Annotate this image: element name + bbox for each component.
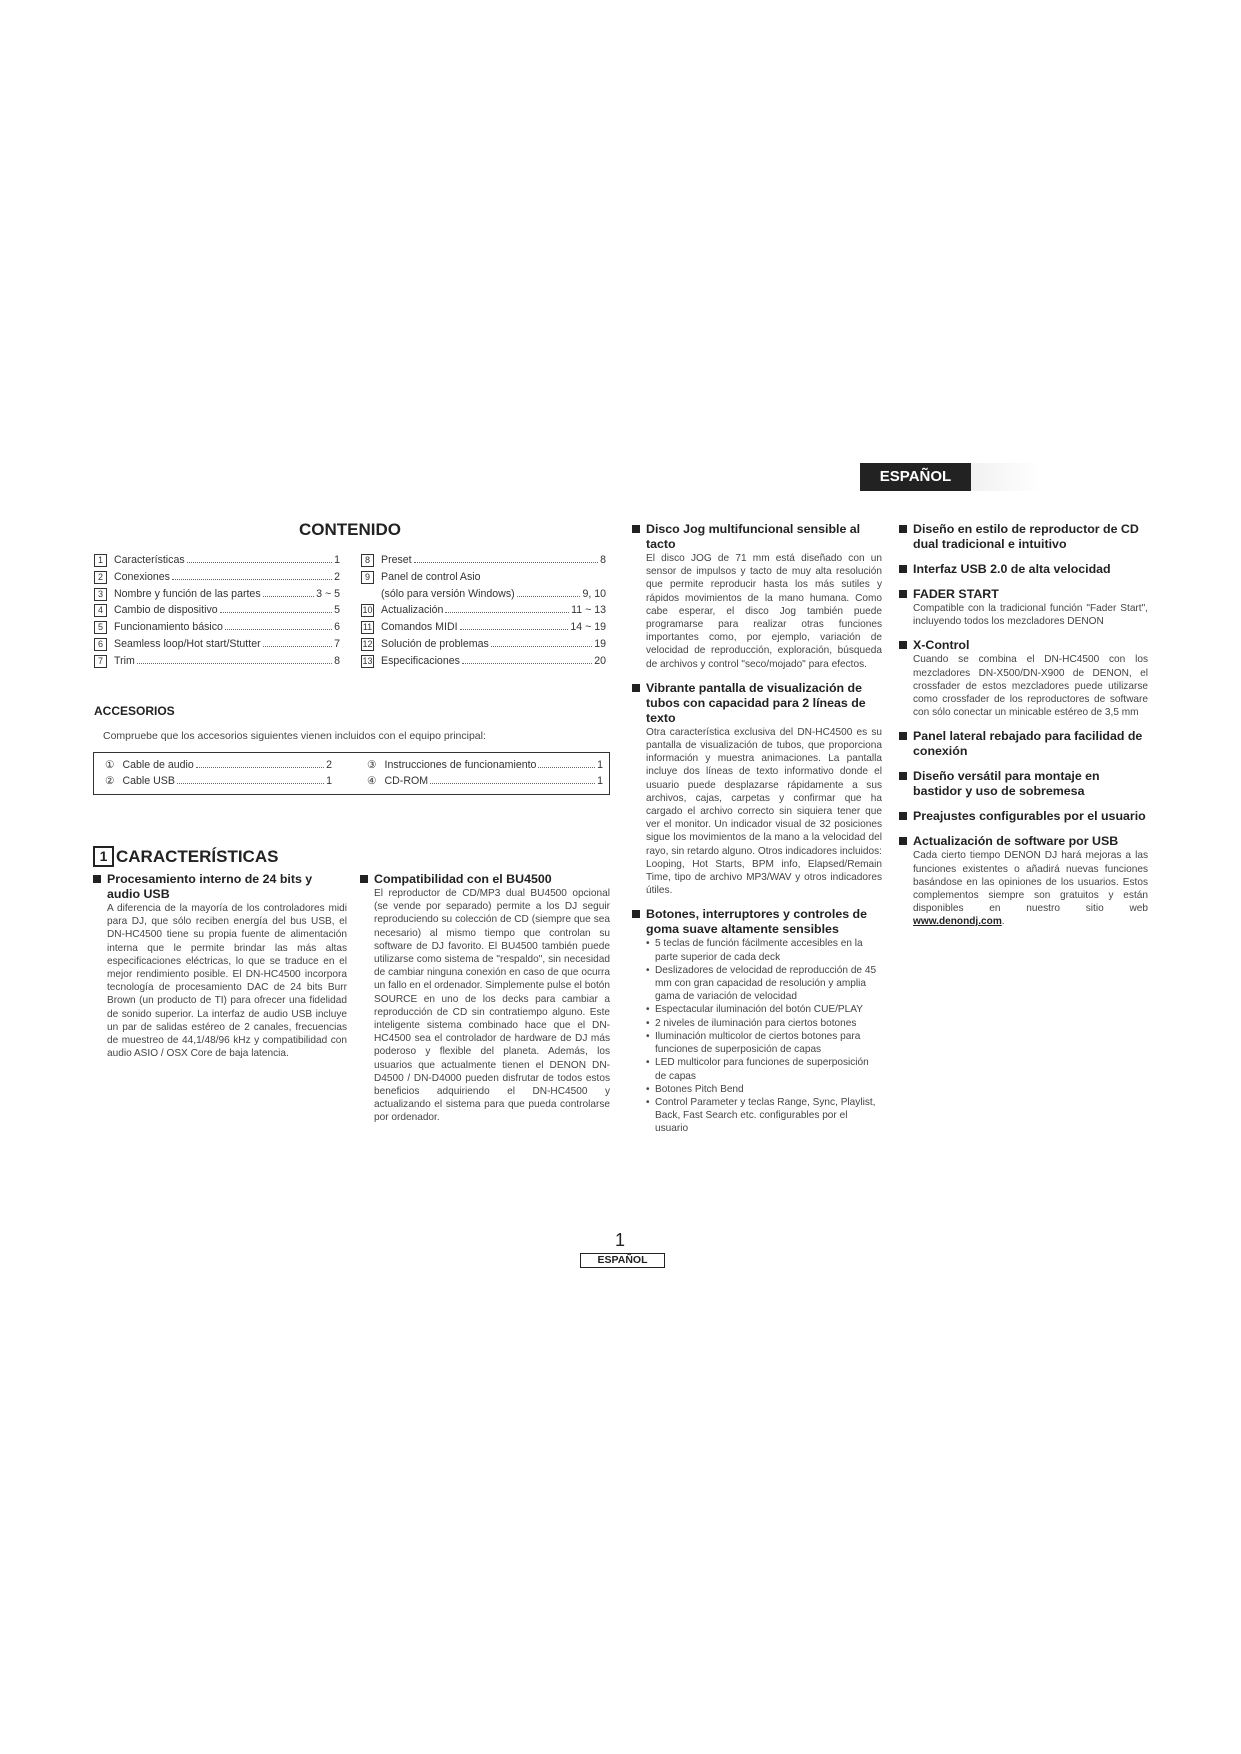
feature-text: Compatible con la tradicional función "Fader Start", incluyendo todos los mezcladores DENON — [913, 603, 1148, 628]
toc-title: CONTENIDO — [299, 520, 401, 539]
accessory-item: ② Cable USB 1 — [105, 775, 332, 787]
feature-heading: Botones, interruptores y controles de goma suave altamente sensibles — [632, 907, 882, 937]
column-3 — [632, 522, 882, 1136]
feature-text: Cuando se combina el DN-HC4500 con los mezcladores DN-X500/DN-X900 de DENON, el crossfader de estos mezcladores puede utilizarse como crossfader de los reproductores de software con sólo conectar un minicable estéreo de 3,5 mm — [913, 654, 1148, 719]
feature-heading: FADER START — [899, 587, 1148, 602]
column-4 — [899, 522, 1148, 929]
website-link[interactable]: www.denondj.com — [913, 916, 1002, 928]
bullet-item: • Botones Pitch Bend — [646, 1083, 744, 1095]
toc-entry: 7 Trim 8 — [94, 655, 340, 672]
toc-entry: 8 Preset 8 — [361, 554, 606, 571]
feature-heading: Compatibilidad con el BU4500 — [360, 872, 610, 887]
section-title: 1 CARACTERÍSTICAS — [93, 846, 278, 867]
feature-heading: Procesamiento interno de 24 bits y audio USB — [93, 872, 347, 902]
feature-heading: Diseño versátil para montaje en bastidor y uso de sobremesa — [899, 769, 1148, 799]
toc-entry: 5 Funcionamiento básico 6 — [94, 621, 340, 638]
feature-heading: Preajustes configurables por el usuario — [899, 809, 1148, 824]
feature-text: A diferencia de la mayoría de los controladores midi para DJ, que sólo reciben energía del bus USB, el DN-HC4500 tiene su propia fuente de alimentación interna que le permite brindar las más altas especificaciones eléctricas, lo que se traduce en el mejor rendimiento posible. El DN-HC4500 incorpora tecnología de procesamiento DAC de 24 bits Burr Brown (un producto de TI) para ofrecer una fidelidad de sonido superior. La interfaz de audio USB incluye un par de salidas estéreo de 2 canales, frecuencias de muestreo de 44,1/48/96 kHz y compatibilidad con audio ASIO / OSX Core de baja latencia. — [107, 903, 347, 1060]
feature-text: El disco JOG de 71 mm está diseñado con un sensor de impulsos y tacto de muy alta resolución que permite reproducir hasta los más sutiles y rápidos movimientos de la mano humana. Como cabe esperar, el disco Jog también puede programarse para realizar otras funciones importantes como, por ejemplo, variación de velocidad de reproducción, exploración, búsqueda de archivos y control "seco/mojado" para efectos. — [646, 553, 882, 670]
toc-entry-continued: (sólo para versión Windows) 9, 10 — [381, 587, 606, 600]
toc-entry: 10 Actualización 11 ~ 13 — [362, 604, 606, 617]
toc-right — [361, 554, 606, 672]
language-tab: ESPAÑOL — [860, 463, 971, 491]
accessories-title: ACCESORIOS — [94, 704, 175, 718]
footer-language-label: ESPAÑOL — [580, 1253, 665, 1268]
language-tab-fade — [971, 463, 1041, 491]
bullet-item: • Deslizadores de velocidad de reproducción de 45 mm con gran capacidad de resolución y amplia gama de variación de velocidad — [646, 964, 877, 1003]
feature-bullet-list — [632, 937, 882, 1135]
accessory-item: ① Cable de audio 2 — [105, 759, 332, 771]
feature-text: Otra característica exclusiva del DN-HC4500 es su pantalla de visualización de tubos, que proporciona información y muestra animaciones. La pantalla incluye dos líneas de texto informativo donde el usuario puede desplazarse rápidamente a sus archivos, cajas, carpetas y confirmar que ha cargado el archivo correcto sin siquiera tener que ver el monitor. Un indicador visual de 32 posiciones sigue los movimientos de la mano a la velocidad del rayo, sin retardo alguno. Otros indicadores incluidos: Looping, Hot Starts, BPM info, Elapsed/Remain Time, tipo de archivo MP3/WAV y otros indicadores útiles. — [646, 726, 882, 897]
bullet-item: • 2 niveles de iluminación para ciertos botones — [646, 1017, 857, 1029]
accessory-item: ③ Instrucciones de funcionamiento 1 — [367, 759, 603, 771]
accessories-note: Compruebe que los accesorios siguientes vienen incluidos con el equipo principal: — [103, 730, 486, 742]
feature-heading: Interfaz USB 2.0 de alta velocidad — [899, 562, 1148, 577]
feature-heading: Actualización de software por USB — [899, 834, 1148, 849]
bullet-item: • LED multicolor para funciones de superposición de capas — [646, 1057, 869, 1082]
column-1 — [93, 872, 347, 1060]
page-number: 1 — [614, 1230, 625, 1250]
toc-entry: 11 Comandos MIDI 14 ~ 19 — [362, 621, 606, 634]
bullet-item: • Control Parameter y teclas Range, Sync, Playlist, Back, Fast Search etc. configurables por el usuario — [646, 1096, 876, 1135]
section-number: 1 — [93, 846, 114, 867]
toc-entry: 9 Panel de control Asio — [361, 571, 606, 588]
bullet-item: • 5 teclas de función fácilmente accesibles en la parte superior de cada deck — [646, 938, 863, 963]
bullet-item: • Espectacular iluminación del botón CUE/PLAY — [646, 1004, 863, 1016]
toc-entry: 12 Solución de problemas 19 — [362, 637, 606, 650]
toc-entry: 2 Conexiones 2 — [94, 571, 340, 588]
toc-entry: 1 Características 1 — [94, 554, 340, 571]
toc-entry: 3 Nombre y función de las partes 3 ~ 5 — [94, 588, 340, 605]
accessories-box — [93, 752, 610, 795]
toc-entry: 6 Seamless loop/Hot start/Stutter 7 — [94, 638, 340, 655]
feature-heading: Panel lateral rebajado para facilidad de conexión — [899, 729, 1148, 759]
toc-left — [94, 554, 340, 672]
accessory-item: ④ CD-ROM 1 — [367, 775, 603, 787]
feature-text: El reproductor de CD/MP3 dual BU4500 opcional (se vende por separado) permite a los DJ seguir reproduciendo su colección de CD (siempre que sea necesario) al mismo tiempo que controlan su software de DJ favorito. El BU4500 también puede utilizarse como sistema de "respaldo", sin necesidad de cambiar ninguna conexión en caso de que ocurra un fallo en el ordenador. Simplemente pulse el botón SOURCE en uno de los decks para cambiar a reproducción de CD sin contratiempo alguno. Este inteligente sistema combinado hace que el DN-HC4500 sea el controlador de hardware de DJ más poderoso y flexible del planeta. Además, los usuarios que actualmente tienen el DENON DN-D4500 / DN-D4000 pueden disfrutar de todos estos beneficios adquiriendo el DN-HC4500 y actualizando el sistema para que pueda controlarse por ordenador. — [374, 888, 610, 1124]
toc-entry: 13 Especificaciones 20 — [362, 654, 606, 667]
column-2 — [360, 872, 610, 1125]
feature-heading: Disco Jog multifuncional sensible al tacto — [632, 522, 882, 552]
feature-heading: Vibrante pantalla de visualización de tubos con capacidad para 2 líneas de texto — [632, 681, 882, 726]
toc-entry: 4 Cambio de dispositivo 5 — [94, 604, 340, 621]
feature-heading: X-Control — [899, 638, 1148, 653]
bullet-item: • Iluminación multicolor de ciertos botones para funciones de superposición de capas — [646, 1030, 861, 1056]
feature-text: Cada cierto tiempo DENON DJ hará mejoras a las funciones existentes o añadirá nuevas funciones basándose en las opiniones de los usuarios. Estos complementos siempre son gratuitos y están disponibles en nuestro sitio web www.denondj.com. — [913, 850, 1148, 928]
feature-heading: Diseño en estilo de reproductor de CD dual tradicional e intuitivo — [899, 522, 1148, 552]
